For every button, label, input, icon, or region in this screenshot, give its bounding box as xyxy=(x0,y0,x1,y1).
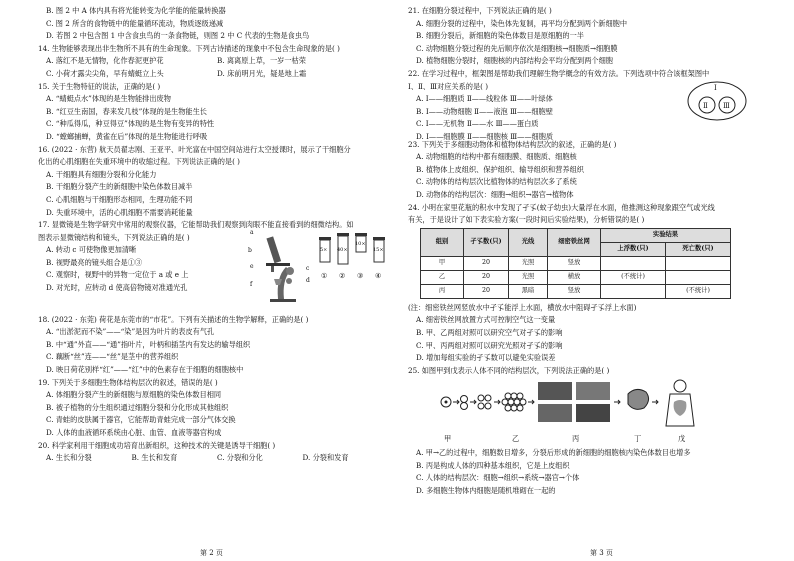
q18-option-a: A. “出淤泥而不染”——“染”是因为叶片的表皮有气孔 xyxy=(46,327,215,337)
q17-option-b: B. 视野最亮的镜头组合是①③ xyxy=(46,257,143,267)
q19-option-b: B. 被子植物的分生组织通过细胞分裂和分化形成其他组织 xyxy=(46,402,229,412)
table-subheader-cell: 死亡数(只) xyxy=(666,242,731,256)
q24-option-c: C. 甲、丙两组对照可以研究光照对孑孓的影响 xyxy=(416,340,563,350)
q21-option-a: A. 细胞分裂的过程中，染色体先复制，再平均分配到两个新细胞中 xyxy=(416,18,628,28)
q25-label-ding: 丁 xyxy=(634,434,642,444)
table-row xyxy=(421,256,731,270)
q25-figure xyxy=(408,378,763,448)
q22-option-d: D. Ⅰ——细胞膜 Ⅱ——细胞核 Ⅲ——细胞质 xyxy=(416,131,554,141)
table-cell: (不统计) xyxy=(666,284,731,298)
q16-option-a: A. 干细胞具有细胞分裂和分化能力 xyxy=(46,169,157,179)
table-header-cell: 孑孓数(只) xyxy=(464,228,509,256)
q17-stem-2: 图表示显微镜结构和镜头，下列说法正确的是( ) xyxy=(38,232,190,242)
table-header-cell: 实验结果 xyxy=(601,228,731,242)
q19-option-c: C. 青蛙的皮肤属于器官，它能帮助青蛙完成一部分气体交换 xyxy=(46,415,236,425)
q15-stem: 15. 关于生物特征的说法，正确的是( ) xyxy=(38,81,161,91)
lens-group xyxy=(318,231,388,287)
q14-stem: 14. 生物能够表现出非生物所不具有的生命现象。下列古诗描述的现象中不包含生命现象的是( ) xyxy=(38,43,340,53)
lens-1-mark: 5× xyxy=(320,246,328,253)
lens-3-label: ③ xyxy=(357,270,364,280)
table-cell: 光照 xyxy=(509,270,548,284)
q18-stem: 18. (2022 · 东莞) 荷花是东莞市的“市花”。下列有关描述的生物学解释，正确的是( ) xyxy=(38,314,309,324)
q23-option-c: C. 动物体的结构层次比植物体的结构层次多了系统 xyxy=(416,177,577,187)
q21-option-b: B. 细胞分裂后，新细胞的染色体数目是原细胞的一半 xyxy=(416,31,584,41)
q14-option-c: C. 小荷才露尖尖角，早有蜻蜓立上头 xyxy=(46,68,164,78)
q23-stem: 23. 下列关于多细胞动物体和植物体结构层次的叙述，正确的是( ) xyxy=(408,139,617,149)
microscope-figure xyxy=(256,227,304,305)
q23-option-a: A. 动物细胞的结构中都有细胞膜、细胞质、细胞核 xyxy=(416,152,577,162)
q19-option-d: D. 人体的血液循环系统由心脏、血管、血液等器官构成 xyxy=(46,428,222,438)
q25-option-b: B. 丙是构成人体的四种基本组织，它是上皮组织 xyxy=(416,460,570,470)
q19-stem: 19. 下列关于多细胞生物体结构层次的叙述，错误的是( ) xyxy=(38,377,218,387)
q25-option-c: C. 人体的结构层次：细胞→组织→系统→器官→个体 xyxy=(416,473,580,483)
q20-option-a: A. 生长和分裂 xyxy=(46,453,92,463)
venn-label-3: Ⅲ xyxy=(723,101,730,110)
q20-option-d: D. 分裂和发育 xyxy=(302,453,349,463)
q22-stem-2: Ⅰ、Ⅱ、Ⅲ对应关系的是( ) xyxy=(408,81,489,91)
q24-experiment-table xyxy=(420,228,731,299)
table-row xyxy=(421,284,731,298)
q25-option-d: D. 多细胞生物体内细胞是随机堆砌在一起的 xyxy=(416,486,556,496)
q24-stem-1: 24. 小明在家里花瓶的积水中发现了孑孓(蚊子幼虫)大量浮在水面，他推测这种现象跟空气或光线 xyxy=(408,202,715,212)
right-page-number: 第 3 页 xyxy=(590,549,613,558)
venn-label-2: Ⅱ xyxy=(703,101,708,110)
q13-option-c: C. 图 2 所含的食物链中的能量循环流动，物质逐级递减 xyxy=(46,18,224,28)
q16-option-d: D. 失重环境中，活的心肌细胞不需要消耗能量 xyxy=(46,207,193,217)
q25-option-a: A. 甲→乙的过程中，细胞数目增多，分裂后形成的新细胞的细胞核内染色体数目也增多 xyxy=(416,448,691,458)
q25-label-bing: 丙 xyxy=(572,434,580,444)
table-header-cell: 组别 xyxy=(421,228,464,256)
microscope-label-d: d xyxy=(306,276,310,284)
q24-stem-2: 有关，于是设计了如下表实验方案(一段时间后实验结果)，分析错误的是( ) xyxy=(408,215,645,225)
table-cell xyxy=(666,256,731,270)
q15-option-a: A. “蜻蜓点水”体现的是生物能排出废物 xyxy=(46,94,171,104)
q17-stem-1: 17. 显微镜是生物学研究中常用的观察仪器，它能帮助我们观察到肉眼不能直接看到的细微结构。如 xyxy=(38,220,354,230)
table-cell: 20 xyxy=(464,284,509,298)
q13-option-b: B. 图 2 中 A 体内具有将光能转变为化学能的能量转换器 xyxy=(46,6,226,15)
table-cell: 甲 xyxy=(421,256,464,270)
body-structure-figure xyxy=(438,378,738,440)
lens-4-mark: 15× xyxy=(373,246,384,253)
table-header-cell: 细密铁丝网 xyxy=(548,228,601,256)
q13-option-d: D. 若图 2 中包含图 1 中含食虫鸟的一条食物链，则图 2 中 C 代表的生物是食虫鸟 xyxy=(46,31,310,41)
q15-option-d: D. “螳螂捕蝉，黄雀在后”体现的是生物能进行呼吸 xyxy=(46,131,208,141)
q22-block xyxy=(408,82,763,140)
q16-stem-2: 化出的心肌细胞在失重环境中的收缩过程。下列说法正确的是( ) xyxy=(38,157,240,167)
q14-option-b: B. 离离原上草，一岁一枯荣 xyxy=(217,56,306,66)
right-column xyxy=(408,6,763,499)
venn-label-1: Ⅰ xyxy=(714,83,717,92)
q25-stem: 25. 如图甲到戊表示人体不同的结构层次，下列说法正确的是( ) xyxy=(408,365,610,375)
lens-3-mark: 10× xyxy=(355,240,366,247)
q25-label-wu: 戊 xyxy=(678,434,686,444)
q24-option-b: B. 甲、乙两组对照可以研究空气对孑孓的影响 xyxy=(416,327,563,337)
q24-option-d: D. 增加每组实验的孑孓数可以避免实验误差 xyxy=(416,353,556,363)
table-cell: 20 xyxy=(464,256,509,270)
q15-option-b: B. “红豆生南国，春来发几枝”体现的是生物能生长 xyxy=(46,106,207,116)
q14-options-cd xyxy=(38,69,388,78)
q25-label-yi: 乙 xyxy=(512,434,520,444)
lens-4-label: ④ xyxy=(375,270,382,280)
table-cell: 20 xyxy=(464,270,509,284)
q15-option-c: C. “种瓜得瓜，种豆得豆”体现的是生物有变异的特性 xyxy=(46,119,215,129)
q20-option-c: C. 分裂和分化 xyxy=(217,453,263,463)
table-cell: (不统计) xyxy=(601,270,666,284)
q17-block xyxy=(38,228,388,315)
microscope-label-c: c xyxy=(306,264,310,272)
table-cell: 丙 xyxy=(421,284,464,298)
q17-option-c: C. 观察时，视野中的异物一定位于 a 或 e 上 xyxy=(46,270,189,280)
table-header-row xyxy=(421,228,731,242)
microscope-label-f: f xyxy=(250,280,253,288)
microscope-label-a: a xyxy=(250,228,254,236)
q24-note: (注：细密铁丝网竖放水中孑孓能浮上水面，横放水中阻碍孑孓浮上水面) xyxy=(408,302,637,312)
q20-stem: 20. 科学家利用干细胞成功培育出新组织，这种技术的关键是诱导干细胞( ) xyxy=(38,440,276,450)
table-cell xyxy=(601,256,666,270)
q22-stem-1: 22. 在学习过程中，框架图是帮助我们理解生物学概念的有效方法。下列选项中符合该框架图中 xyxy=(408,68,710,78)
q16-option-c: C. 心肌细胞与干细胞形态相同，生理功能不同 xyxy=(46,194,193,204)
microscope-label-e: e xyxy=(250,262,254,270)
q22-option-c: C. Ⅰ——无机物 Ⅱ——水 Ⅲ——蛋白质 xyxy=(416,119,539,129)
q18-option-d: D. 映日荷花别样“红”——“红”中的色素存在于细胞的细胞核中 xyxy=(46,365,244,375)
q18-option-b: B. 中“通”外直——“通”指叶片，叶柄和插茎内有发达的输导组织 xyxy=(46,339,251,349)
q22-option-a: A. Ⅰ——细胞质 Ⅱ——线粒体 Ⅲ——叶绿体 xyxy=(416,94,553,104)
q17-option-a: A. 转动 c 可使物像更加清晰 xyxy=(46,245,137,255)
q23-option-d: D. 动物体的结构层次：细胞→组织→器官→植物体 xyxy=(416,189,574,199)
q24-option-a: A. 细密铁丝网放置方式可控制空气这一变量 xyxy=(416,315,556,325)
q21-stem: 21. 在细胞分裂过程中，下列说法正确的是( ) xyxy=(408,6,552,15)
table-cell: 黑暗 xyxy=(509,284,548,298)
lens-1-label: ① xyxy=(321,270,328,280)
q14-options-ab xyxy=(38,56,388,65)
q16-option-b: B. 干细胞分裂产生的新细胞中染色体数目减半 xyxy=(46,182,193,192)
q21-option-c: C. 动物细胞分裂过程的先后顺序依次是细胞核→细胞质→细胞膜 xyxy=(416,43,618,53)
lens-2-label: ② xyxy=(339,270,346,280)
q21-option-d: D. 植物细胞分裂时，细胞核的内部结构会平均分配到两个细胞 xyxy=(416,56,613,66)
table-cell: 竖放 xyxy=(548,256,601,270)
table-row xyxy=(421,270,731,284)
q14-option-d: D. 床前明月光，疑是地上霜 xyxy=(217,68,307,78)
left-column xyxy=(38,6,388,466)
q18-option-c: C. 藕断“丝”连——“丝”是茎中的营养组织 xyxy=(46,352,179,362)
q19-option-a: A. 体细胞分裂产生的新细胞与原细胞的染色体数目相同 xyxy=(46,390,222,400)
q14-option-a: A. 落红不是无情物，化作春泥更护花 xyxy=(46,56,164,66)
lens-2-mark: 40× xyxy=(337,246,348,253)
table-cell: 光照 xyxy=(509,256,548,270)
table-cell xyxy=(601,284,666,298)
q25-label-jia: 甲 xyxy=(444,434,452,444)
q20-options xyxy=(38,453,388,462)
q16-stem-1: 16. (2022 · 东营) 航天员翟志刚、王亚平、叶光富在中国空间站进行太空授课时，展示了干细胞分 xyxy=(38,144,351,154)
table-cell xyxy=(666,270,731,284)
table-cell: 竖放 xyxy=(548,284,601,298)
table-header-cell: 光线 xyxy=(509,228,548,256)
table-subheader-cell: 上浮数(只) xyxy=(601,242,666,256)
table-cell: 横放 xyxy=(548,270,601,284)
microscope-label-b: b xyxy=(248,246,252,254)
q23-option-b: B. 植物体上皮组织、保护组织、输导组织和营养组织 xyxy=(416,164,584,174)
table-cell: 乙 xyxy=(421,270,464,284)
q20-option-b: B. 生长和发育 xyxy=(131,453,178,463)
q22-option-b: B. Ⅰ——动物细胞 Ⅱ——液泡 Ⅲ——细胞壁 xyxy=(416,106,553,116)
q17-option-d: D. 对光时，应转动 d 使高倍物镜对准通光孔 xyxy=(46,283,188,293)
venn-diagram xyxy=(686,80,748,122)
left-page-number: 第 2 页 xyxy=(200,549,223,558)
